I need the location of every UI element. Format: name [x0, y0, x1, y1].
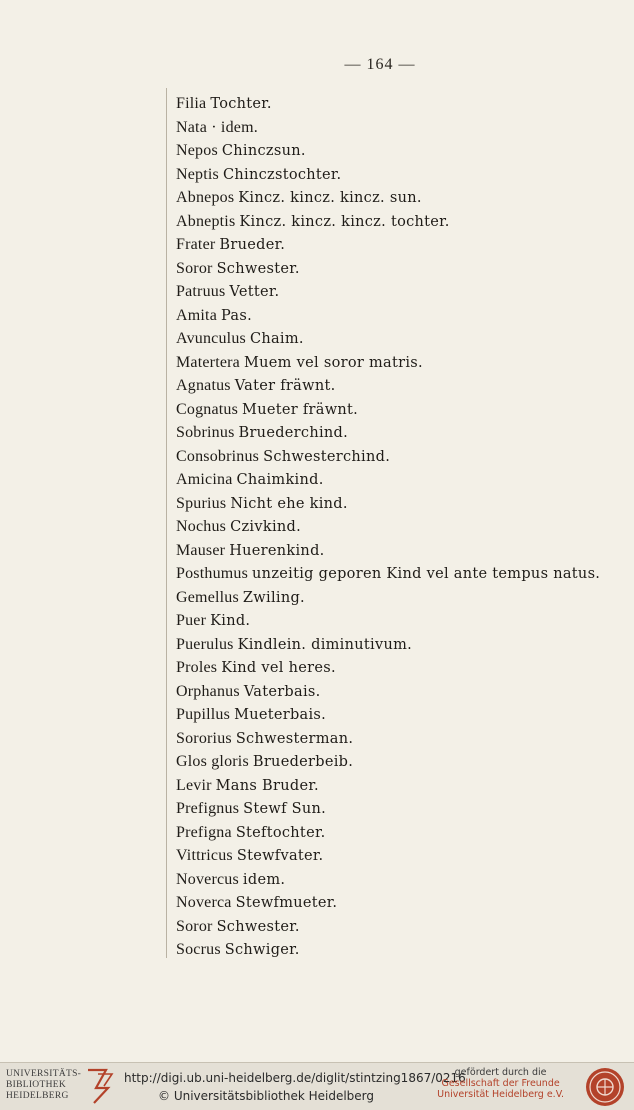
- copyright-text: © Universitätsbibliothek Heidelberg: [158, 1089, 375, 1103]
- glossary-entry: [176, 727, 614, 751]
- latin-term: Spurius: [176, 494, 227, 512]
- library-logo-icon: [84, 1068, 116, 1105]
- glossary-entry: [176, 938, 614, 962]
- latin-term: Frater: [176, 236, 216, 253]
- german-translation: unzeitig geporen Kind vel ante tempus natus.: [252, 566, 601, 582]
- latin-term: Pupillus: [176, 706, 231, 723]
- sponsor-credit: gefördert durch die Gesellschaft der Freunde Universität Heidelberg e.V.: [437, 1067, 564, 1100]
- latin-term: Soror: [176, 917, 213, 935]
- latin-term: Patruus: [176, 283, 226, 300]
- latin-term: Prefignus: [176, 800, 240, 817]
- viewer-footer: [0, 1062, 634, 1110]
- glossary-entry: [176, 233, 614, 257]
- german-translation: Pas.: [221, 307, 252, 324]
- german-translation: Steftochter.: [235, 824, 326, 841]
- german-translation: Vater fräwnt.: [234, 378, 336, 394]
- german-translation: Zwiling.: [242, 589, 305, 606]
- german-translation: Czivkind.: [230, 519, 302, 535]
- glossary-entry: [176, 280, 614, 304]
- glossary-entry: [176, 421, 614, 445]
- german-translation: Vaterbais.: [243, 683, 321, 700]
- glossary-entry: [176, 186, 614, 210]
- german-translation: Brueder.: [219, 237, 286, 253]
- latin-term: Puerulus: [176, 635, 234, 653]
- german-translation: Tochter.: [210, 96, 272, 112]
- german-translation: Stewfvater.: [236, 848, 324, 864]
- german-translation: Bruederchind.: [238, 425, 349, 441]
- german-translation: Kind vel heres.: [221, 660, 336, 676]
- german-translation: Schwiger.: [224, 942, 300, 958]
- glossary-entry: [176, 351, 614, 375]
- latin-term: Prefigna: [176, 823, 232, 841]
- latin-term: Abneptis: [176, 212, 236, 230]
- latin-term: Noverca: [176, 894, 232, 911]
- glossary-entry: [176, 492, 614, 516]
- german-translation: Chinczsun.: [221, 143, 306, 159]
- latin-term: Consobrinus: [176, 447, 260, 465]
- latin-term: Neptis: [176, 165, 219, 183]
- latin-term: Levir: [176, 776, 212, 794]
- latin-term: Nata · idem.: [176, 118, 258, 136]
- glossary-entry: [176, 703, 614, 727]
- latin-term: Vittricus: [176, 847, 233, 864]
- latin-term: Orphanus: [176, 682, 240, 700]
- german-translation: Schwesterchind.: [263, 448, 391, 465]
- german-translation: idem.: [242, 871, 286, 888]
- german-translation: Nicht ehe kind.: [230, 495, 348, 512]
- latin-term: Sobrinus: [176, 424, 235, 441]
- german-translation: Chaim.: [249, 331, 304, 347]
- german-translation: Mueter fräwnt.: [242, 401, 359, 418]
- german-translation: Mueterbais.: [234, 707, 327, 723]
- glossary-entry: [176, 374, 614, 398]
- glossary-list: [176, 92, 614, 962]
- german-translation: Stewfmueter.: [235, 895, 338, 911]
- permalink-url[interactable]: http://digi.ub.uni-heidelberg.de/diglit/stintzing1867/0216: [124, 1071, 466, 1085]
- glossary-entry: [176, 304, 614, 328]
- glossary-entry: [176, 163, 614, 187]
- latin-term: Mauser: [176, 541, 226, 559]
- german-translation: Schwester.: [216, 918, 300, 935]
- latin-term: Nochus: [176, 518, 227, 535]
- glossary-entry: [176, 656, 614, 680]
- glossary-entry: [176, 586, 614, 610]
- glossary-entry: [176, 92, 614, 116]
- glossary-entry: [176, 868, 614, 892]
- glossary-entry: [176, 915, 614, 939]
- glossary-entry: [176, 445, 614, 469]
- german-translation: Kindlein. diminutivum.: [237, 636, 413, 653]
- german-translation: Schwesterman.: [235, 730, 354, 747]
- german-translation: Chaimkind.: [236, 472, 324, 488]
- german-translation: Stewf Sun.: [243, 801, 327, 817]
- german-translation: Kind.: [210, 613, 251, 629]
- latin-term: Nepos: [176, 142, 218, 159]
- glossary-entry: [176, 891, 614, 915]
- german-translation: Bruederbeib.: [252, 754, 354, 770]
- latin-term: Glos gloris: [176, 753, 249, 770]
- latin-term: Novercus: [176, 870, 239, 888]
- german-translation: Mans Bruder.: [215, 777, 319, 794]
- german-translation: Vetter.: [229, 284, 280, 300]
- latin-term: Agnatus: [176, 377, 231, 394]
- latin-term: Amita: [176, 306, 217, 324]
- latin-term: Soror: [176, 259, 213, 277]
- glossary-entry: [176, 327, 614, 351]
- latin-term: Matertera: [176, 353, 240, 371]
- glossary-entry: [176, 139, 614, 163]
- glossary-entry: [176, 774, 614, 798]
- german-translation: Chinczstochter.: [222, 166, 342, 183]
- latin-term: Cognatus: [176, 400, 239, 418]
- page-number: — 164 —: [344, 56, 416, 73]
- latin-term: Socrus: [176, 941, 221, 958]
- german-translation: Kincz. kincz. kincz. sun.: [238, 190, 422, 206]
- glossary-entry: [176, 398, 614, 422]
- latin-term: Posthumus: [176, 565, 249, 582]
- margin-rule: [166, 88, 167, 958]
- glossary-entry: [176, 680, 614, 704]
- german-translation: Schwester.: [216, 260, 300, 277]
- glossary-entry: [176, 116, 614, 140]
- latin-term: Proles: [176, 659, 218, 676]
- glossary-entry: [176, 539, 614, 563]
- german-translation: Kincz. kincz. kincz. tochter.: [239, 213, 450, 230]
- glossary-entry: [176, 821, 614, 845]
- glossary-entry: [176, 633, 614, 657]
- glossary-entry: [176, 515, 614, 539]
- library-name: UNIVERSITÄTS- BIBLIOTHEK HEIDELBERG: [6, 1069, 82, 1101]
- glossary-entry: [176, 797, 614, 821]
- latin-term: Gemellus: [176, 588, 239, 606]
- university-seal-icon: [584, 1066, 626, 1108]
- glossary-entry: [176, 210, 614, 234]
- glossary-entry: [176, 468, 614, 492]
- latin-term: Filia: [176, 95, 207, 112]
- glossary-entry: [176, 562, 614, 586]
- glossary-entry: [176, 609, 614, 633]
- latin-term: Sororius: [176, 729, 232, 747]
- latin-term: Amicina: [176, 471, 233, 488]
- latin-term: Avunculus: [176, 330, 246, 347]
- latin-term: Puer: [176, 612, 207, 629]
- glossary-entry: [176, 844, 614, 868]
- latin-term: Abnepos: [176, 189, 235, 206]
- glossary-entry: [176, 257, 614, 281]
- german-translation: Huerenkind.: [229, 542, 325, 559]
- glossary-entry: [176, 750, 614, 774]
- german-translation: Muem vel soror matris.: [243, 354, 423, 371]
